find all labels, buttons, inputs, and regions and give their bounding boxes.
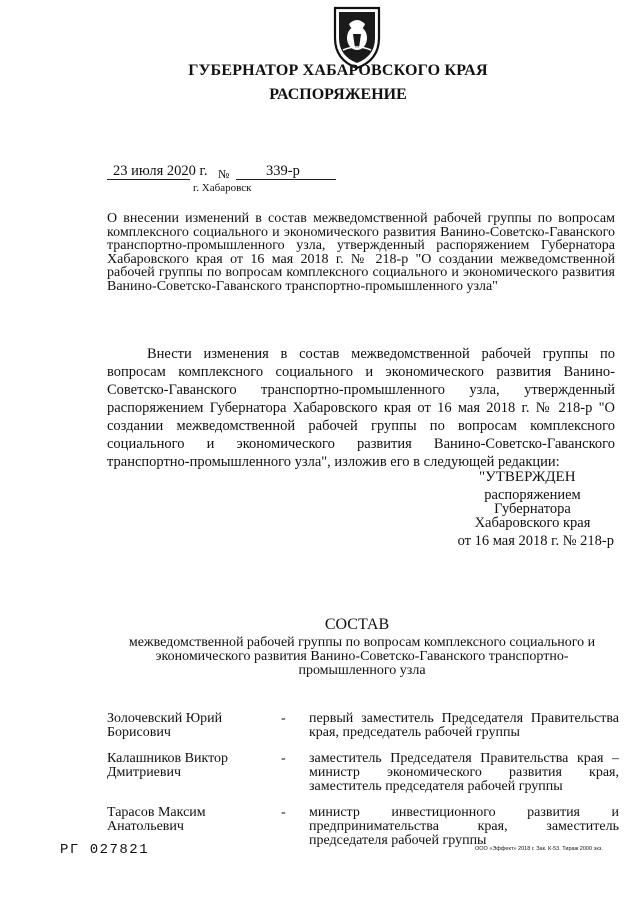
printer-imprint: ООО «Эффект» 2018 г. Зак. К-53. Тираж 2000 экз. — [475, 846, 603, 852]
member-name: Золочевский Юрий Борисович — [107, 711, 223, 740]
member-dash: - — [281, 711, 286, 726]
member-role: министр инвестиционного развития и предпринимательства края, заместитель председателя рабочей группы — [309, 805, 619, 848]
approval-line: Хабаровского края — [474, 515, 591, 531]
document-date: 23 июля 2020 г. — [113, 163, 208, 179]
approval-line: распоряжением — [484, 487, 581, 503]
member-dash: - — [281, 751, 286, 766]
approval-block — [445, 470, 620, 548]
list-item — [107, 752, 619, 794]
document-body: Внести изменения в состав межведомственной рабочей группы по вопросам комплексного социального и экономического развития Ванино-Советско-Гаванского транспортно-промышленного узла, утвержденный распоряжением Губернатора Хабаровского края от 16 мая 2018 г. № 218-р "О создании межведомственной рабочей группы по вопросам комплексного социального и экономического развития Ванино-Советско-Гаванского транспортно-промышленного узла", изложив его в следующей редакции: — [107, 346, 615, 470]
approval-date: от 16 мая 2018 г. № 218-р — [457, 533, 614, 549]
document-city: г. Хабаровск — [193, 182, 252, 194]
date-underline — [107, 179, 190, 180]
member-role: первый заместитель Председателя Правительства края, председатель рабочей группы — [309, 711, 619, 740]
document-number: 339-р — [266, 163, 300, 179]
form-series-number: РГ 027821 — [60, 842, 150, 858]
list-item — [107, 806, 619, 848]
document-subject: О внесении изменений в состав межведомственной рабочей группы по вопросам комплексного социального и экономического развития Ванино-Советско-Гаванского транспортно-промышленного узла, утвержденный распоряжением Губернатора Хабаровского края от 16 мая 2018 г. № 218-р "О создании межведомственной рабочей группы по вопросам комплексного социального и экономического развития Ванино-Советско-Гаванского транспортно-промышленного узла" — [107, 211, 615, 294]
approval-line: Губернатора — [494, 501, 571, 517]
member-dash: - — [281, 805, 286, 820]
member-name: Калашников Виктор Дмитриевич — [107, 751, 229, 780]
number-underline — [236, 179, 336, 180]
members-list — [107, 712, 619, 860]
document-type: РАСПОРЯЖЕНИЕ — [269, 86, 407, 103]
list-item — [107, 712, 619, 740]
composition-subtitle: межведомственной рабочей группы по вопросам комплексного социального и экономического развития Ванино-Советско-Гаванского транспортно-промышленного узла — [128, 635, 596, 678]
member-role: заместитель Председателя Правительства края – министр экономического развития края, заместитель председателя рабочей группы — [309, 751, 619, 794]
composition-title: СОСТАВ — [324, 616, 390, 633]
coat-of-arms-emblem — [329, 4, 385, 70]
document-authority: ГУБЕРНАТОР ХАБАРОВСКОГО КРАЯ — [188, 62, 488, 79]
member-name: Тарасов Максим Анатольевич — [107, 805, 206, 834]
approval-title: "УТВЕРЖДЕН — [479, 469, 576, 485]
number-sign: № — [218, 167, 230, 181]
